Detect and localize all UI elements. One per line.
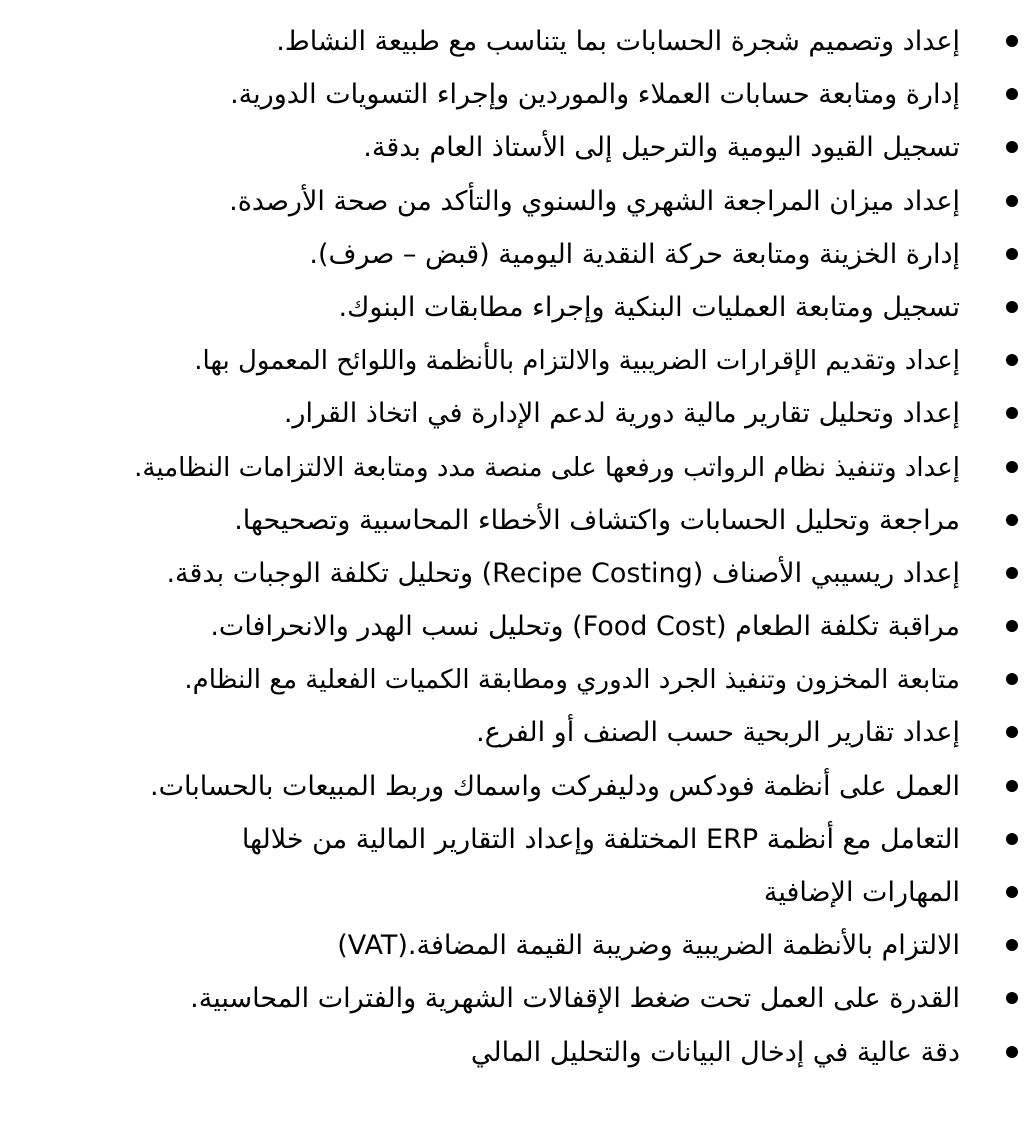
list-item-text: تسجيل القيود اليومية والترحيل إلى الأستاذ العام بدقة. <box>363 132 960 164</box>
bullet-icon <box>1006 35 1018 47</box>
list-item <box>0 341 1024 394</box>
list-item <box>0 22 1024 75</box>
bullet-icon <box>1006 780 1018 792</box>
list-item <box>0 1033 1024 1086</box>
bullet-icon <box>1006 726 1018 738</box>
list-item <box>0 767 1024 820</box>
bullet-icon <box>1006 673 1018 685</box>
list-item-text: إعداد ريسيبي الأصناف (Recipe Costing) وتحليل تكلفة الوجبات بدقة. <box>166 557 960 589</box>
list-item <box>0 235 1024 288</box>
list-item-text: القدرة على العمل تحت ضغط الإقفالات الشهرية والفترات المحاسبية. <box>190 983 960 1015</box>
list-item-text: إعداد وتقديم الإقرارات الضريبية والالتزام بالأنظمة واللوائح المعمول بها. <box>194 346 960 377</box>
list-item-text: المهارات الإضافية <box>763 877 960 908</box>
bullet-icon <box>1006 567 1018 579</box>
list-item-text: التعامل مع أنظمة ERP المختلفة وإعداد التقارير المالية من خلالها <box>241 823 960 855</box>
list-item <box>0 820 1024 873</box>
list-item <box>0 554 1024 607</box>
list-item <box>0 873 1024 926</box>
bullet-icon <box>1006 407 1018 419</box>
list-item <box>0 501 1024 554</box>
list-item-text: إعداد وتصميم شجرة الحسابات بما يتناسب مع طبيعة النشاط. <box>276 26 960 57</box>
bullet-icon <box>1006 992 1018 1004</box>
list-item-text: مراقبة تكلفة الطعام (Food Cost) وتحليل نسب الهدر والانحرافات. <box>210 611 960 643</box>
list-item <box>0 448 1024 501</box>
bullet-icon <box>1006 301 1018 313</box>
list-item <box>0 288 1024 341</box>
list-item-text: إدارة الخزينة ومتابعة حركة النقدية اليومية (قبض – صرف). <box>309 238 960 270</box>
list-item-text: الالتزام بالأنظمة الضريبية وضريبة القيمة المضافة.(VAT) <box>337 930 960 962</box>
list-item <box>0 75 1024 128</box>
list-item <box>0 660 1024 713</box>
list-item-text: إعداد تقارير الربحية حسب الصنف أو الفرع. <box>476 717 960 749</box>
bullet-icon <box>1006 514 1018 526</box>
bullet-list <box>0 22 1024 1086</box>
bullet-icon <box>1006 461 1018 473</box>
bullet-icon <box>1006 195 1018 207</box>
list-item-text: إعداد وتحليل تقارير مالية دورية لدعم الإدارة في اتخاذ القرار. <box>283 398 960 430</box>
list-item <box>0 182 1024 235</box>
bullet-icon <box>1006 1046 1018 1058</box>
list-item <box>0 128 1024 181</box>
list-item <box>0 394 1024 447</box>
list-item-text: إعداد ميزان المراجعة الشهري والسنوي والتأكد من صحة الأرصدة. <box>229 185 960 217</box>
bullet-icon <box>1006 886 1018 898</box>
list-item <box>0 713 1024 766</box>
bullet-icon <box>1006 939 1018 951</box>
list-item-text: دقة عالية في إدخال البيانات والتحليل المالي <box>470 1036 960 1068</box>
list-item <box>0 979 1024 1032</box>
list-item-text: إعداد وتنفيذ نظام الرواتب ورفعها على منصة مدد ومتابعة الالتزامات النظامية. <box>134 452 960 483</box>
bullet-icon <box>1006 833 1018 845</box>
bullet-icon <box>1006 354 1018 366</box>
list-item <box>0 607 1024 660</box>
bullet-icon <box>1006 141 1018 153</box>
list-item <box>0 926 1024 979</box>
bullet-icon <box>1006 248 1018 260</box>
bullet-icon <box>1006 620 1018 632</box>
bullet-icon <box>1006 88 1018 100</box>
list-item-text: تسجيل ومتابعة العمليات البنكية وإجراء مطابقات البنوك. <box>338 291 960 323</box>
list-item-text: العمل على أنظمة فودكس ودليفركت واسماك وربط المبيعات بالحسابات. <box>149 770 960 802</box>
list-item-text: متابعة المخزون وتنفيذ الجرد الدوري ومطابقة الكميات الفعلية مع النظام. <box>184 665 960 696</box>
list-item-text: إدارة ومتابعة حسابات العملاء والموردين وإجراء التسويات الدورية. <box>230 79 960 111</box>
list-item-text: مراجعة وتحليل الحسابات واكتشاف الأخطاء المحاسبية وتصحيحها. <box>234 504 960 536</box>
